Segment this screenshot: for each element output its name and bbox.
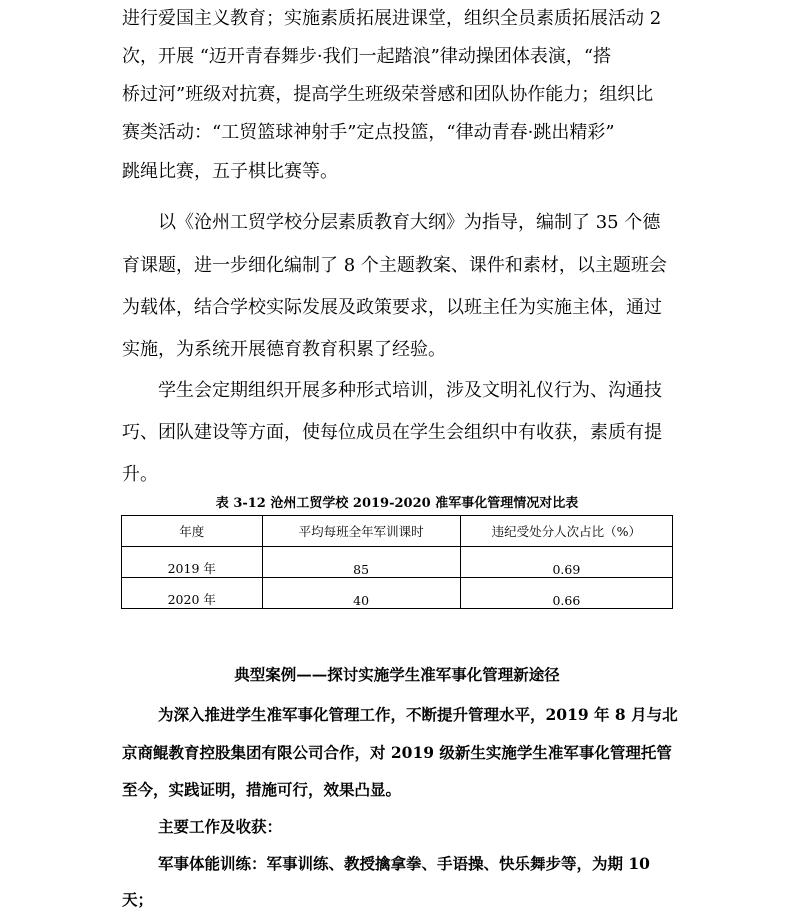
table-cell: 0.66: [460, 578, 672, 609]
text-line: 天；: [122, 890, 154, 909]
text-line: 跳绳比赛，五子棋比赛等。: [122, 161, 338, 182]
table-cell: 2019 年: [122, 547, 263, 578]
table-cell: 0.69: [460, 547, 672, 578]
text-line: 赛类活动：“工贸篮球神射手”定点投篮，“律动青春·跳出精彩”: [122, 122, 615, 143]
text-line: 桥过河”班级对抗赛，提高学生班级荣誉感和团队协作能力；组织比: [122, 84, 654, 105]
table-header-cell: 年度: [122, 516, 263, 547]
text-line: 学生会定期组织开展多种形式培训，涉及文明礼仪行为、沟通技: [158, 380, 662, 401]
text-line: 进行爱国主义教育；实施素质拓展进课堂，组织全员素质拓展活动 2: [122, 8, 662, 29]
text-line: 至今，实践证明，措施可行，效果凸显。: [122, 780, 402, 799]
table-header-cell: 平均每班全年军训课时: [262, 516, 460, 547]
section-heading: 主要工作及收获：: [158, 817, 283, 836]
table-cell: 40: [262, 578, 460, 609]
text-line: 巧、团队建设等方面，使每位成员在学生会组织中有收获，素质有提: [122, 422, 662, 443]
table-header-row: [122, 516, 673, 547]
table-row: [122, 578, 673, 609]
table-cell: 2020 年: [122, 578, 263, 609]
table-caption: 表 3-12 沧州工贸学校 2019-2020 准军事化管理情况对比表: [215, 496, 579, 511]
text-line: 次，开展 “迈开青春舞步·我们一起踏浪”律动操团体表演，“搭: [122, 46, 612, 67]
text-line: 军事体能训练：军事训练、教授擒拿拳、手语操、快乐舞步等，为期 10: [158, 854, 650, 873]
table-row: [122, 547, 673, 578]
text-line: 实施，为系统开展德育教育积累了经验。: [122, 339, 446, 360]
comparison-table: [121, 515, 673, 609]
table-header-cell: 违纪受处分人次占比（%）: [460, 516, 672, 547]
text-line: 为载体，结合学校实际发展及政策要求，以班主任为实施主体，通过: [122, 297, 662, 318]
text-line: 升。: [122, 464, 158, 485]
text-line: 为深入推进学生准军事化管理工作，不断提升管理水平，2019 年 8 月与北: [158, 705, 678, 724]
text-line: 京商鲲教育控股集团有限公司合作，对 2019 级新生实施学生准军事化管理托管: [122, 743, 672, 762]
text-line: 育课题，进一步细化编制了 8 个主题教案、课件和素材，以主题班会: [122, 255, 667, 276]
case-title: 典型案例——探讨实施学生准军事化管理新途径: [234, 665, 560, 684]
text-line: 以《沧州工贸学校分层素质教育大纲》为指导，编制了 35 个德: [158, 212, 661, 233]
table-cell: 85: [262, 547, 460, 578]
